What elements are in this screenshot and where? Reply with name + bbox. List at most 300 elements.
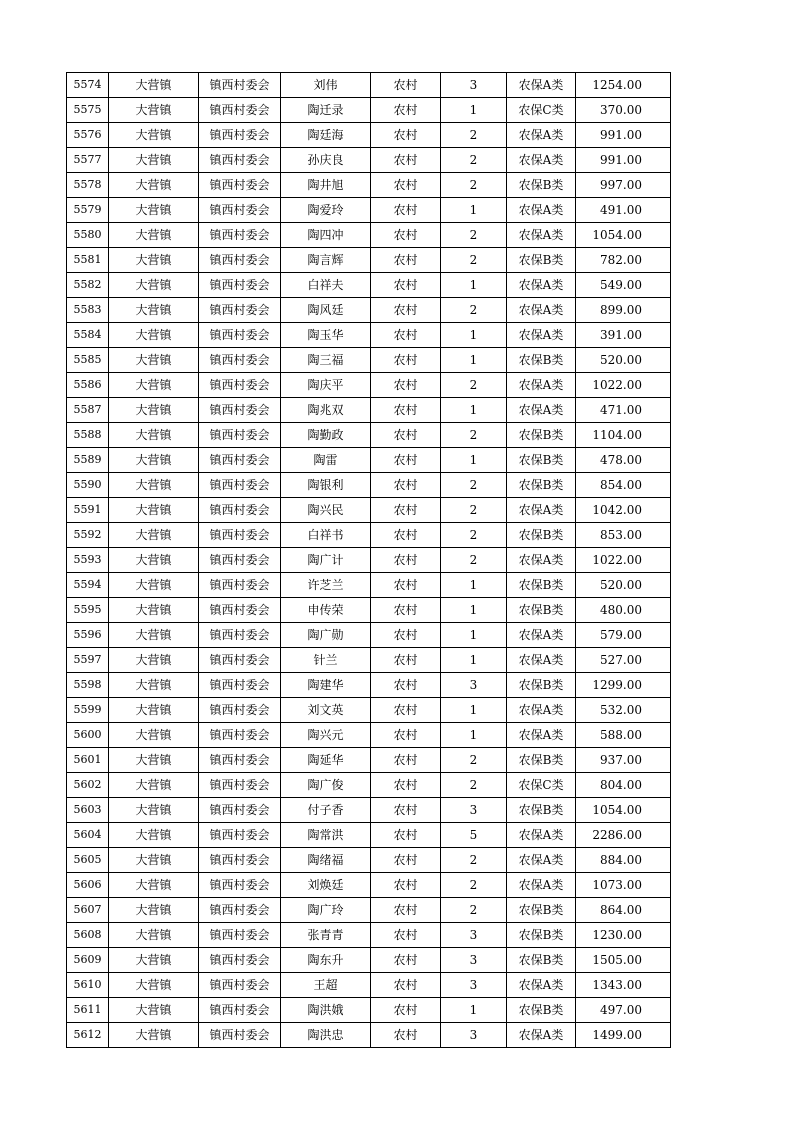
record-id-cell: 5607: [67, 898, 109, 923]
record-id-cell: 5605: [67, 848, 109, 873]
area-type-cell: 农村: [371, 398, 441, 423]
table-row: [67, 273, 671, 298]
village-committee-cell: 镇西村委会: [199, 973, 281, 998]
household-count-cell: 1: [441, 573, 507, 598]
table-row: [67, 198, 671, 223]
town-cell: 大营镇: [109, 998, 199, 1023]
record-id-cell: 5593: [67, 548, 109, 573]
record-id-cell: 5585: [67, 348, 109, 373]
person-name-cell: 陶兆双: [281, 398, 371, 423]
record-id-cell: 5592: [67, 523, 109, 548]
record-id-cell: 5582: [67, 273, 109, 298]
insurance-category-cell: 农保A类: [507, 623, 576, 648]
person-name-cell: 陶东升: [281, 948, 371, 973]
household-count-cell: 1: [441, 348, 507, 373]
village-committee-cell: 镇西村委会: [199, 748, 281, 773]
amount-cell: 991.00: [576, 148, 671, 173]
village-committee-cell: 镇西村委会: [199, 273, 281, 298]
table-row: [67, 923, 671, 948]
household-count-cell: 2: [441, 148, 507, 173]
area-type-cell: 农村: [371, 898, 441, 923]
record-id-cell: 5608: [67, 923, 109, 948]
table-row: [67, 373, 671, 398]
area-type-cell: 农村: [371, 273, 441, 298]
table-row: [67, 823, 671, 848]
person-name-cell: 王超: [281, 973, 371, 998]
amount-cell: 991.00: [576, 123, 671, 148]
record-id-cell: 5599: [67, 698, 109, 723]
amount-cell: 520.00: [576, 348, 671, 373]
town-cell: 大营镇: [109, 523, 199, 548]
town-cell: 大营镇: [109, 473, 199, 498]
record-id-cell: 5589: [67, 448, 109, 473]
insurance-category-cell: 农保A类: [507, 873, 576, 898]
village-committee-cell: 镇西村委会: [199, 573, 281, 598]
area-type-cell: 农村: [371, 448, 441, 473]
table-row: [67, 698, 671, 723]
town-cell: 大营镇: [109, 123, 199, 148]
household-count-cell: 2: [441, 848, 507, 873]
table-row: [67, 298, 671, 323]
town-cell: 大营镇: [109, 648, 199, 673]
area-type-cell: 农村: [371, 623, 441, 648]
area-type-cell: 农村: [371, 573, 441, 598]
village-committee-cell: 镇西村委会: [199, 398, 281, 423]
village-committee-cell: 镇西村委会: [199, 723, 281, 748]
town-cell: 大营镇: [109, 798, 199, 823]
town-cell: 大营镇: [109, 948, 199, 973]
record-id-cell: 5580: [67, 223, 109, 248]
amount-cell: 588.00: [576, 723, 671, 748]
area-type-cell: 农村: [371, 998, 441, 1023]
town-cell: 大营镇: [109, 573, 199, 598]
insurance-category-cell: 农保B类: [507, 748, 576, 773]
record-id-cell: 5610: [67, 973, 109, 998]
amount-cell: 370.00: [576, 98, 671, 123]
insurance-category-cell: 农保B类: [507, 523, 576, 548]
table-row: [67, 723, 671, 748]
record-id-cell: 5581: [67, 248, 109, 273]
insurance-category-cell: 农保A类: [507, 548, 576, 573]
person-name-cell: 申传荣: [281, 598, 371, 623]
amount-cell: 391.00: [576, 323, 671, 348]
person-name-cell: 针兰: [281, 648, 371, 673]
insurance-category-cell: 农保A类: [507, 223, 576, 248]
household-count-cell: 2: [441, 473, 507, 498]
record-id-cell: 5597: [67, 648, 109, 673]
town-cell: 大营镇: [109, 848, 199, 873]
household-count-cell: 2: [441, 373, 507, 398]
insurance-category-cell: 农保B类: [507, 173, 576, 198]
amount-cell: 2286.00: [576, 823, 671, 848]
insurance-category-cell: 农保A类: [507, 698, 576, 723]
village-committee-cell: 镇西村委会: [199, 198, 281, 223]
person-name-cell: 付子香: [281, 798, 371, 823]
table-row: [67, 423, 671, 448]
household-count-cell: 3: [441, 948, 507, 973]
insurance-category-cell: 农保B类: [507, 673, 576, 698]
town-cell: 大营镇: [109, 273, 199, 298]
record-id-cell: 5587: [67, 398, 109, 423]
person-name-cell: 陶广计: [281, 548, 371, 573]
household-count-cell: 2: [441, 873, 507, 898]
insurance-category-cell: 农保B类: [507, 573, 576, 598]
person-name-cell: 陶雷: [281, 448, 371, 473]
area-type-cell: 农村: [371, 98, 441, 123]
area-type-cell: 农村: [371, 748, 441, 773]
household-count-cell: 1: [441, 273, 507, 298]
amount-cell: 782.00: [576, 248, 671, 273]
household-count-cell: 5: [441, 823, 507, 848]
area-type-cell: 农村: [371, 1023, 441, 1048]
area-type-cell: 农村: [371, 248, 441, 273]
insurance-category-cell: 农保B类: [507, 348, 576, 373]
amount-cell: 1505.00: [576, 948, 671, 973]
person-name-cell: 陶廷海: [281, 123, 371, 148]
household-count-cell: 3: [441, 923, 507, 948]
village-committee-cell: 镇西村委会: [199, 798, 281, 823]
insurance-category-cell: 农保A类: [507, 123, 576, 148]
amount-cell: 579.00: [576, 623, 671, 648]
town-cell: 大营镇: [109, 623, 199, 648]
table-row: [67, 473, 671, 498]
record-id-cell: 5594: [67, 573, 109, 598]
record-id-cell: 5611: [67, 998, 109, 1023]
record-id-cell: 5603: [67, 798, 109, 823]
village-committee-cell: 镇西村委会: [199, 123, 281, 148]
table-row: [67, 748, 671, 773]
amount-cell: 497.00: [576, 998, 671, 1023]
insurance-category-cell: 农保A类: [507, 398, 576, 423]
table-row: [67, 398, 671, 423]
household-count-cell: 1: [441, 198, 507, 223]
table-row: [67, 673, 671, 698]
town-cell: 大营镇: [109, 598, 199, 623]
area-type-cell: 农村: [371, 523, 441, 548]
record-id-cell: 5590: [67, 473, 109, 498]
town-cell: 大营镇: [109, 373, 199, 398]
table-row: [67, 973, 671, 998]
table-row: [67, 898, 671, 923]
area-type-cell: 农村: [371, 198, 441, 223]
person-name-cell: 陶广玲: [281, 898, 371, 923]
person-name-cell: 刘文英: [281, 698, 371, 723]
area-type-cell: 农村: [371, 298, 441, 323]
record-id-cell: 5595: [67, 598, 109, 623]
table-row: [67, 998, 671, 1023]
area-type-cell: 农村: [371, 598, 441, 623]
amount-cell: 520.00: [576, 573, 671, 598]
household-count-cell: 3: [441, 673, 507, 698]
village-committee-cell: 镇西村委会: [199, 1023, 281, 1048]
area-type-cell: 农村: [371, 498, 441, 523]
amount-cell: 899.00: [576, 298, 671, 323]
person-name-cell: 陶洪娥: [281, 998, 371, 1023]
village-committee-cell: 镇西村委会: [199, 323, 281, 348]
area-type-cell: 农村: [371, 348, 441, 373]
person-name-cell: 孙庆良: [281, 148, 371, 173]
town-cell: 大营镇: [109, 898, 199, 923]
insurance-category-cell: 农保A类: [507, 498, 576, 523]
amount-cell: 491.00: [576, 198, 671, 223]
insurance-category-cell: 农保A类: [507, 148, 576, 173]
person-name-cell: 陶建华: [281, 673, 371, 698]
record-id-cell: 5600: [67, 723, 109, 748]
table-row: [67, 798, 671, 823]
record-id-cell: 5578: [67, 173, 109, 198]
area-type-cell: 农村: [371, 323, 441, 348]
town-cell: 大营镇: [109, 198, 199, 223]
person-name-cell: 陶玉华: [281, 323, 371, 348]
record-id-cell: 5584: [67, 323, 109, 348]
town-cell: 大营镇: [109, 923, 199, 948]
insurance-category-cell: 农保C类: [507, 773, 576, 798]
household-count-cell: 3: [441, 973, 507, 998]
area-type-cell: 农村: [371, 373, 441, 398]
table-row: [67, 348, 671, 373]
household-count-cell: 2: [441, 748, 507, 773]
village-committee-cell: 镇西村委会: [199, 948, 281, 973]
record-id-cell: 5604: [67, 823, 109, 848]
area-type-cell: 农村: [371, 173, 441, 198]
amount-cell: 1104.00: [576, 423, 671, 448]
insurance-category-cell: 农保B类: [507, 598, 576, 623]
village-committee-cell: 镇西村委会: [199, 873, 281, 898]
insurance-category-cell: 农保A类: [507, 298, 576, 323]
amount-cell: 937.00: [576, 748, 671, 773]
record-id-cell: 5588: [67, 423, 109, 448]
village-committee-cell: 镇西村委会: [199, 648, 281, 673]
household-count-cell: 3: [441, 1023, 507, 1048]
person-name-cell: 陶言辉: [281, 248, 371, 273]
area-type-cell: 农村: [371, 798, 441, 823]
insurance-category-cell: 农保B类: [507, 248, 576, 273]
insurance-category-cell: 农保A类: [507, 973, 576, 998]
record-id-cell: 5596: [67, 623, 109, 648]
town-cell: 大营镇: [109, 98, 199, 123]
village-committee-cell: 镇西村委会: [199, 98, 281, 123]
household-count-cell: 2: [441, 123, 507, 148]
amount-cell: 1499.00: [576, 1023, 671, 1048]
amount-cell: 864.00: [576, 898, 671, 923]
amount-cell: 997.00: [576, 173, 671, 198]
record-id-cell: 5583: [67, 298, 109, 323]
town-cell: 大营镇: [109, 323, 199, 348]
person-name-cell: 陶绪福: [281, 848, 371, 873]
area-type-cell: 农村: [371, 873, 441, 898]
insurance-category-cell: 农保B类: [507, 898, 576, 923]
amount-cell: 1343.00: [576, 973, 671, 998]
insurance-category-cell: 农保A类: [507, 1023, 576, 1048]
village-committee-cell: 镇西村委会: [199, 498, 281, 523]
town-cell: 大营镇: [109, 248, 199, 273]
village-committee-cell: 镇西村委会: [199, 73, 281, 98]
village-committee-cell: 镇西村委会: [199, 173, 281, 198]
person-name-cell: 陶洪忠: [281, 1023, 371, 1048]
village-committee-cell: 镇西村委会: [199, 523, 281, 548]
area-type-cell: 农村: [371, 723, 441, 748]
table-row: [67, 773, 671, 798]
record-id-cell: 5606: [67, 873, 109, 898]
table-row: [67, 123, 671, 148]
person-name-cell: 陶迁录: [281, 98, 371, 123]
table-row: [67, 173, 671, 198]
area-type-cell: 农村: [371, 823, 441, 848]
area-type-cell: 农村: [371, 148, 441, 173]
record-id-cell: 5576: [67, 123, 109, 148]
household-count-cell: 2: [441, 223, 507, 248]
village-committee-cell: 镇西村委会: [199, 698, 281, 723]
area-type-cell: 农村: [371, 923, 441, 948]
table-row: [67, 223, 671, 248]
amount-cell: 854.00: [576, 473, 671, 498]
record-id-cell: 5612: [67, 1023, 109, 1048]
table-row: [67, 623, 671, 648]
insurance-category-cell: 农保B类: [507, 998, 576, 1023]
area-type-cell: 农村: [371, 223, 441, 248]
area-type-cell: 农村: [371, 648, 441, 673]
insurance-category-cell: 农保B类: [507, 798, 576, 823]
amount-cell: 478.00: [576, 448, 671, 473]
area-type-cell: 农村: [371, 773, 441, 798]
village-committee-cell: 镇西村委会: [199, 998, 281, 1023]
record-id-cell: 5574: [67, 73, 109, 98]
amount-cell: 1254.00: [576, 73, 671, 98]
table-row: [67, 448, 671, 473]
household-count-cell: 1: [441, 98, 507, 123]
amount-cell: 1042.00: [576, 498, 671, 523]
insurance-category-cell: 农保B类: [507, 423, 576, 448]
town-cell: 大营镇: [109, 73, 199, 98]
insurance-category-cell: 农保B类: [507, 473, 576, 498]
person-name-cell: 刘伟: [281, 73, 371, 98]
person-name-cell: 陶爱玲: [281, 198, 371, 223]
town-cell: 大营镇: [109, 548, 199, 573]
town-cell: 大营镇: [109, 448, 199, 473]
town-cell: 大营镇: [109, 873, 199, 898]
town-cell: 大营镇: [109, 723, 199, 748]
insurance-category-cell: 农保A类: [507, 373, 576, 398]
person-name-cell: 白祥夫: [281, 273, 371, 298]
amount-cell: 1073.00: [576, 873, 671, 898]
town-cell: 大营镇: [109, 673, 199, 698]
village-committee-cell: 镇西村委会: [199, 848, 281, 873]
table-row: [67, 73, 671, 98]
household-count-cell: 2: [441, 298, 507, 323]
table-row: [67, 498, 671, 523]
household-count-cell: 1: [441, 448, 507, 473]
area-type-cell: 农村: [371, 698, 441, 723]
town-cell: 大营镇: [109, 223, 199, 248]
amount-cell: 1230.00: [576, 923, 671, 948]
amount-cell: 527.00: [576, 648, 671, 673]
person-name-cell: 陶广俊: [281, 773, 371, 798]
town-cell: 大营镇: [109, 823, 199, 848]
area-type-cell: 农村: [371, 848, 441, 873]
person-name-cell: 陶兴民: [281, 498, 371, 523]
village-committee-cell: 镇西村委会: [199, 623, 281, 648]
person-name-cell: 陶延华: [281, 748, 371, 773]
person-name-cell: 白祥书: [281, 523, 371, 548]
household-count-cell: 2: [441, 248, 507, 273]
table-row: [67, 873, 671, 898]
table-row: [67, 548, 671, 573]
amount-cell: 549.00: [576, 273, 671, 298]
area-type-cell: 农村: [371, 73, 441, 98]
household-count-cell: 1: [441, 698, 507, 723]
person-name-cell: 陶井旭: [281, 173, 371, 198]
village-committee-cell: 镇西村委会: [199, 223, 281, 248]
town-cell: 大营镇: [109, 148, 199, 173]
town-cell: 大营镇: [109, 173, 199, 198]
insurance-category-cell: 农保B类: [507, 923, 576, 948]
insurance-category-cell: 农保B类: [507, 948, 576, 973]
household-count-cell: 2: [441, 548, 507, 573]
household-count-cell: 1: [441, 998, 507, 1023]
town-cell: 大营镇: [109, 748, 199, 773]
table-row: [67, 323, 671, 348]
area-type-cell: 农村: [371, 973, 441, 998]
table-row: [67, 148, 671, 173]
amount-cell: 1022.00: [576, 548, 671, 573]
area-type-cell: 农村: [371, 473, 441, 498]
person-name-cell: 张青青: [281, 923, 371, 948]
record-id-cell: 5602: [67, 773, 109, 798]
town-cell: 大营镇: [109, 773, 199, 798]
insurance-category-cell: 农保A类: [507, 323, 576, 348]
records-table: [66, 72, 671, 1048]
area-type-cell: 农村: [371, 673, 441, 698]
table-row: [67, 848, 671, 873]
amount-cell: 1022.00: [576, 373, 671, 398]
area-type-cell: 农村: [371, 123, 441, 148]
household-count-cell: 1: [441, 623, 507, 648]
person-name-cell: 许芝兰: [281, 573, 371, 598]
table-row: [67, 248, 671, 273]
amount-cell: 532.00: [576, 698, 671, 723]
amount-cell: 1299.00: [576, 673, 671, 698]
record-id-cell: 5586: [67, 373, 109, 398]
household-count-cell: 2: [441, 498, 507, 523]
person-name-cell: 陶风廷: [281, 298, 371, 323]
household-count-cell: 3: [441, 798, 507, 823]
village-committee-cell: 镇西村委会: [199, 548, 281, 573]
household-count-cell: 2: [441, 523, 507, 548]
person-name-cell: 陶勤政: [281, 423, 371, 448]
village-committee-cell: 镇西村委会: [199, 248, 281, 273]
record-id-cell: 5601: [67, 748, 109, 773]
village-committee-cell: 镇西村委会: [199, 598, 281, 623]
insurance-category-cell: 农保A类: [507, 648, 576, 673]
household-count-cell: 2: [441, 898, 507, 923]
household-count-cell: 1: [441, 398, 507, 423]
amount-cell: 1054.00: [576, 223, 671, 248]
insurance-category-cell: 农保A类: [507, 73, 576, 98]
town-cell: 大营镇: [109, 698, 199, 723]
amount-cell: 804.00: [576, 773, 671, 798]
insurance-category-cell: 农保A类: [507, 723, 576, 748]
village-committee-cell: 镇西村委会: [199, 823, 281, 848]
person-name-cell: 陶银利: [281, 473, 371, 498]
record-id-cell: 5575: [67, 98, 109, 123]
person-name-cell: 陶兴元: [281, 723, 371, 748]
amount-cell: 853.00: [576, 523, 671, 548]
village-committee-cell: 镇西村委会: [199, 448, 281, 473]
area-type-cell: 农村: [371, 548, 441, 573]
table-row: [67, 1023, 671, 1048]
person-name-cell: 陶广勋: [281, 623, 371, 648]
household-count-cell: 1: [441, 723, 507, 748]
